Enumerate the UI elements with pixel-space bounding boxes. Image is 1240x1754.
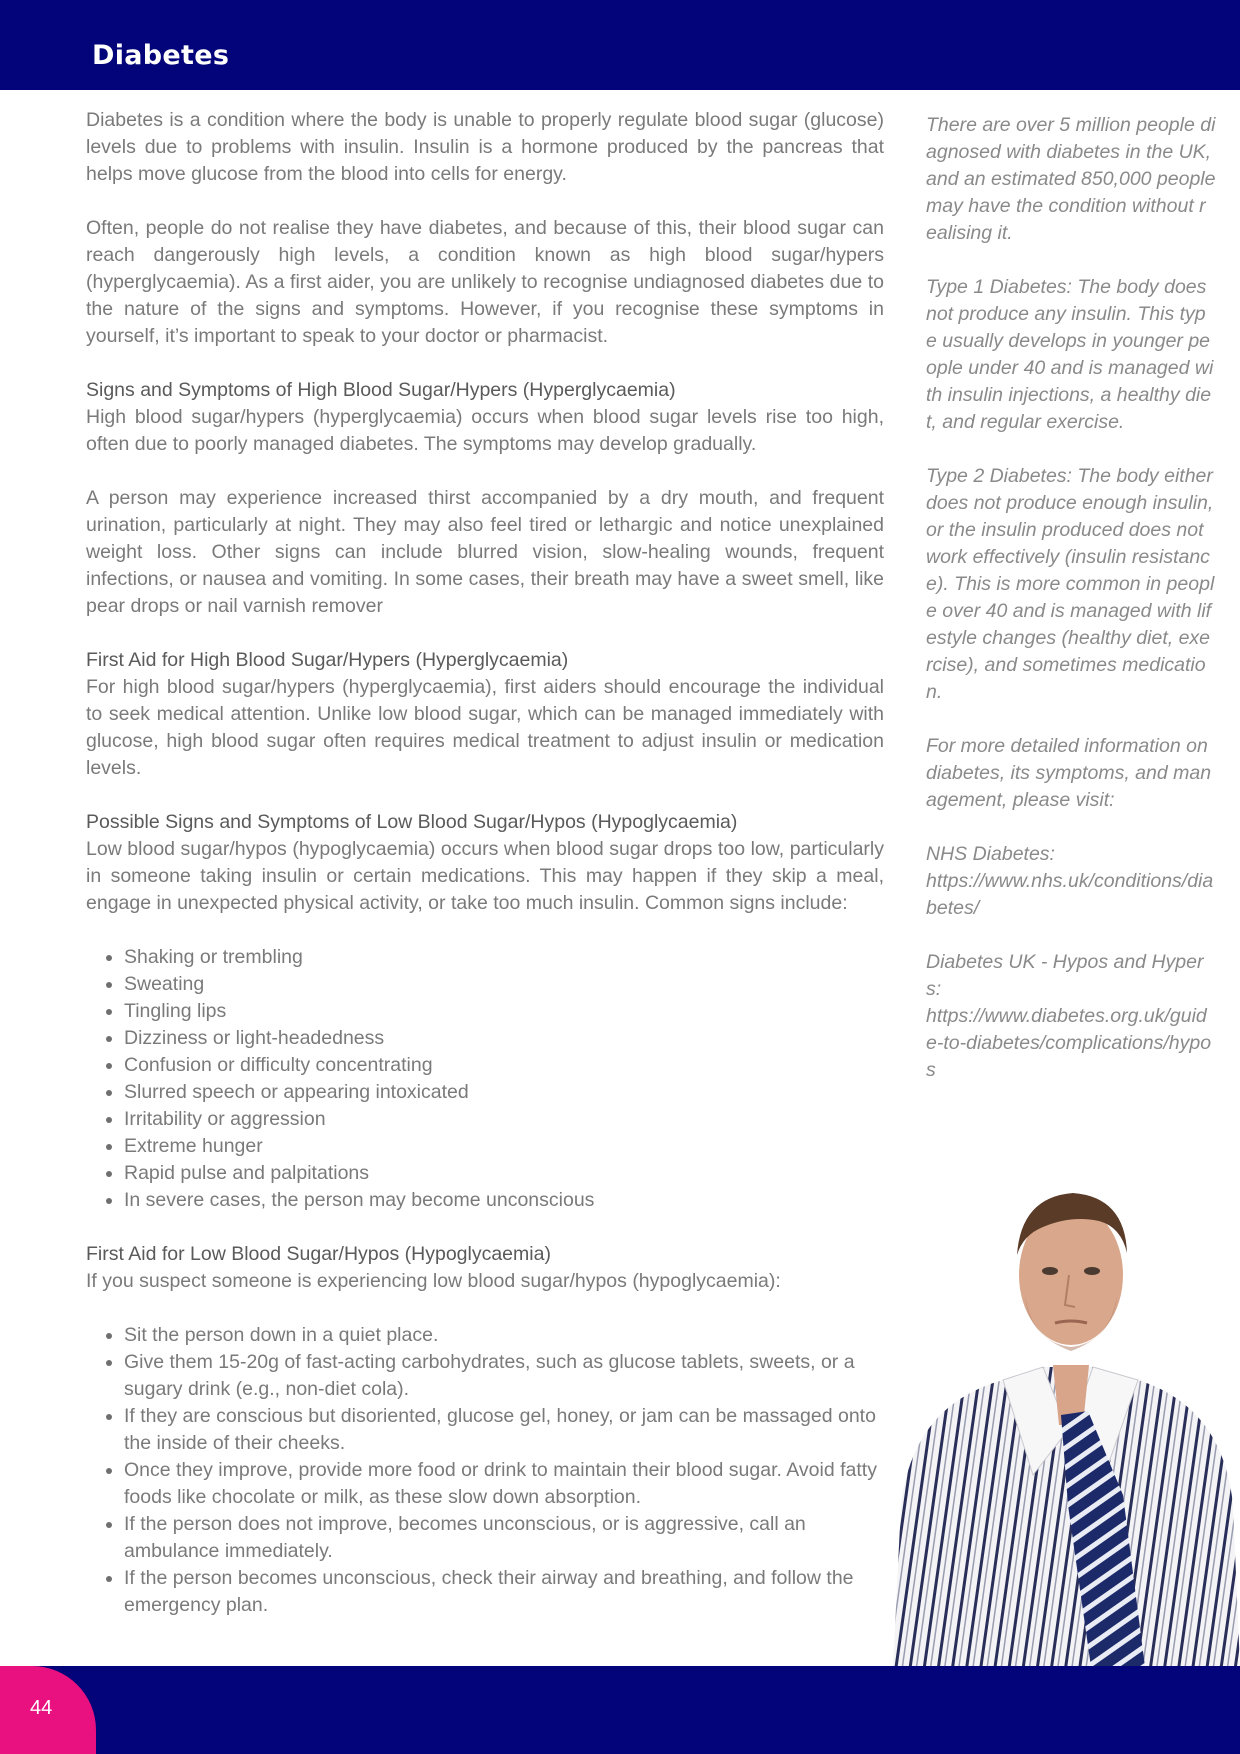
page-header [0, 0, 1240, 90]
section-paragraph: A person may experience increased thirst accompanied by a dry mouth, and frequent urination, particularly at night. They may also feel tired or lethargic and notice unexplained weight loss. Other signs can include blurred vision, slow-healing wounds, frequent infections, or nausea and vomiting. In some cases, their breath may have a sweet smell, like pear drops or nail varnish remover [86, 487, 884, 617]
hypo-first-aid-list [86, 1322, 884, 1619]
list-item: • Rapid pulse and palpitations [124, 1160, 884, 1187]
list-item: • If the person does not improve, becomes unconscious, or is aggressive, call an ambulance immediately. [124, 1511, 884, 1565]
list-item: • Irritability or aggression [124, 1106, 884, 1133]
list-item: • Tingling lips [124, 998, 884, 1025]
list-item: • Dizziness or light-headedness [124, 1025, 884, 1052]
man-photo [893, 1175, 1240, 1667]
nhs-link-label: NHS Diabetes: [926, 843, 1055, 865]
section-paragraph: High blood sugar/hypers (hyperglycaemia) occurs when blood sugar levels rise too high, often due to poorly managed diabetes. The symptoms may develop gradually. [86, 406, 884, 455]
sidebar-more-info: For more detailed information on diabetes, its symptoms, and management, please visit: [926, 735, 1212, 811]
section-heading: First Aid for High Blood Sugar/Hypers (Hyperglycaemia) [86, 649, 569, 671]
page-footer [0, 1666, 1240, 1754]
sidebar [926, 112, 1216, 1111]
section-heading: Signs and Symptoms of High Blood Sugar/Hypers (Hyperglycaemia) [86, 379, 676, 401]
list-item: • Sit the person down in a quiet place. [124, 1322, 884, 1349]
nhs-link-url[interactable]: https://www.nhs.uk/conditions/diabetes/ [926, 870, 1214, 919]
section-heading: First Aid for Low Blood Sugar/Hypos (Hypoglycaemia) [86, 1243, 551, 1265]
section-paragraph: For high blood sugar/hypers (hyperglycaemia), first aiders should encourage the individual to seek medical attention. Unlike low blood sugar, which can be managed immediately with glucose, high blood sugar often requires medical treatment to adjust insulin or medication levels. [86, 676, 884, 779]
list-item: • Shaking or trembling [124, 944, 884, 971]
list-item: • Once they improve, provide more food or drink to maintain their blood sugar. Avoid fatty foods like chocolate or milk, as these slow down absorption. [124, 1457, 884, 1511]
sidebar-type1: Type 1 Diabetes: The body does not produce any insulin. This type usually develops in younger people under 40 and is managed with insulin injections, a healthy diet, and regular exercise. [926, 276, 1214, 433]
page-number: 44 [30, 1697, 53, 1719]
intro-paragraph: Diabetes is a condition where the body is unable to properly regulate blood sugar (glucose) levels due to problems with insulin. Insulin is a hormone produced by the pancreas that helps move glucose from the blood into cells for energy. [86, 109, 884, 185]
list-item: • Extreme hunger [124, 1133, 884, 1160]
sidebar-type2: Type 2 Diabetes: The body either does not produce enough insulin, or the insulin produced does not work effectively (insulin resistance). This is more common in people over 40 and is managed with lifestyle changes (healthy diet, exercise), and sometimes medication. [926, 465, 1215, 703]
list-item: • Slurred speech or appearing intoxicated [124, 1079, 884, 1106]
sidebar-stat: There are over 5 million people diagnosed with diabetes in the UK, and an estimated 850,000 people may have the condition without realising it. [926, 114, 1216, 244]
duk-link-url[interactable]: https://www.diabetes.org.uk/guide-to-diabetes/complications/hypos [926, 1005, 1212, 1081]
intro-paragraph: Often, people do not realise they have diabetes, and because of this, their blood sugar can reach dangerously high levels, a condition known as high blood sugar/hypers (hyperglycaemia). As a first aider, you are unlikely to recognise undiagnosed diabetes due to the nature of the signs and symptoms. However, if you recognise these symptoms in yourself, it’s important to speak to your doctor or pharmacist. [86, 217, 884, 347]
list-item: • Confusion or difficulty concentrating [124, 1052, 884, 1079]
sidebar-nhs-link[interactable] [926, 841, 1216, 922]
sidebar-duk-link[interactable] [926, 949, 1216, 1084]
hypo-symptoms-list [86, 944, 884, 1214]
list-item: • If they are conscious but disoriented, glucose gel, honey, or jam can be massaged onto the inside of their cheeks. [124, 1403, 884, 1457]
section-paragraph: Low blood sugar/hypos (hypoglycaemia) occurs when blood sugar drops too low, particularly in someone taking insulin or certain medications. This may happen if they skip a meal, engage in unexpected physical activity, or take too much insulin. Common signs include: [86, 838, 884, 914]
duk-link-label: Diabetes UK - Hypos and Hypers: [926, 951, 1204, 1000]
main-content [86, 107, 884, 1646]
page-title: Diabetes [92, 40, 230, 71]
list-item: • Sweating [124, 971, 884, 998]
list-item: • In severe cases, the person may become unconscious [124, 1187, 884, 1214]
section-paragraph: If you suspect someone is experiencing low blood sugar/hypos (hypoglycaemia): [86, 1270, 781, 1292]
list-item: • Give them 15-20g of fast-acting carbohydrates, such as glucose tablets, sweets, or a sugary drink (e.g., non-diet cola). [124, 1349, 884, 1403]
section-heading: Possible Signs and Symptoms of Low Blood Sugar/Hypos (Hypoglycaemia) [86, 811, 738, 833]
list-item: • If the person becomes unconscious, check their airway and breathing, and follow the emergency plan. [124, 1565, 884, 1619]
